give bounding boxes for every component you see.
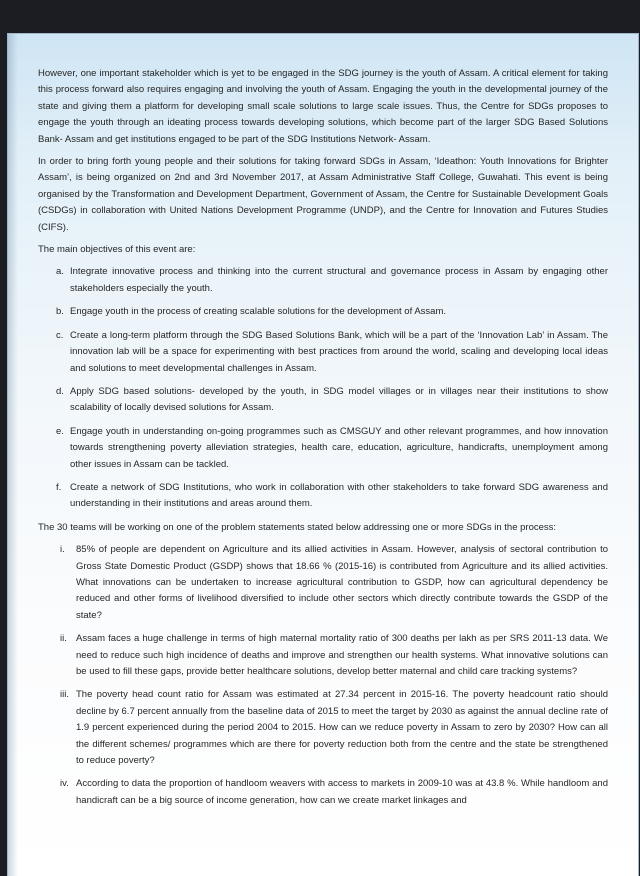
objective-text: Apply SDG based solutions- developed by the youth, in SDG model villages or in villages near their institutions to show scalability of locally devised solutions for Assam.	[70, 385, 608, 414]
list-marker: ii.	[60, 633, 67, 645]
objective-text: Engage youth in the process of creating scalable solutions for the development of Assam.	[70, 306, 447, 318]
problem-text: According to data the proportion of handloom weavers with access to markets in 2009-10 was at 43.8 %. While handloom and handicraft can be a big source of income generation, how can we create market linkages and	[76, 778, 608, 806]
list-marker: c.	[56, 329, 64, 341]
list-marker: e.	[56, 425, 64, 437]
problem-text: The poverty head count ratio for Assam was estimated at 27.34 percent in 2015-16. The poverty headcount ratio should decline by 6.7 percent annually from the baseline data of 2015 to meet the target by 2030 as against the annual decline rate of 1.9 percent experienced during the period 2004 to 2015. How can we reduce poverty in Assam to zero by 2030? How can all the different schemes/ programmes which are there for poverty reduction both from the centre and the state be strengthened to reduce poverty?	[76, 689, 608, 767]
scan-shadow-edge	[8, 34, 18, 876]
problem-text: 85% of people are dependent on Agriculture and its allied activities in Assam. However, analysis of sectoral contribution to Gross State Domestic Product (GSDP) shows that 18.66 % (2015-16) is contributed from Agriculture and its allied activities. What innovations can be undertaken to increase agricultural contribution to GSDP, how can agricultural dependency be reduced and other forms of livelihood diversified to include other sectors which directly contribute towards the GSDP of the state?	[76, 544, 608, 621]
objective-item	[56, 264, 608, 297]
list-marker: i.	[60, 544, 65, 556]
document-body	[38, 66, 608, 816]
intro-paragraph-1: However, one important stakeholder which is yet to be engaged in the SDG journey is the youth of Assam. A critical element for taking this process forward also requires engaging and involving the youth of Assam. Engaging the youth in the developmental journey of the state and giving them a platform for developing small scale solutions to large scale issues. Thus, the Centre for SDGs proposes to engage the youth through an ideating process towards developing solutions, which become part of the larger SDG Based Solutions Bank- Assam and get institutions engaged to be part of the SDG Institutions Network- Assam.	[38, 68, 608, 145]
list-marker: iv.	[60, 778, 69, 790]
list-marker: a.	[56, 266, 64, 278]
problem-item	[60, 631, 608, 680]
problem-text: Assam faces a huge challenge in terms of high maternal mortality ratio of 300 deaths per lakh as per SRS 2011-13 data. We need to reduce such high incidence of deaths and improve and strengthen our health systems. What innovative solutions can be used to fill these gaps, provide better healthcare solutions, develop better maternal and child care tracking systems?	[76, 633, 608, 677]
objective-text: Engage youth in understanding on-going programmes such as CMSGUY and other relevant programmes, and how innovation towards strengthening poverty alleviation strategies, health care, education, agriculture, handicrafts, unemployment among other issues in Assam can be tackled.	[70, 425, 608, 470]
objective-item	[56, 480, 608, 513]
intro-paragraph-2: In order to bring forth young people and their solutions for taking forward SDGs in Assam, ‘Ideathon: Youth Innovations for Brighter Assam’, is being organized on 2nd and 3rd November 2017, at Assam Administrative Staff College, Guwahati. This event is being organised by the Transformation and Development Department, Government of Assam, the Centre for Sustainable Development Goals (CSDGs) in collaboration with United Nations Development Programme (UNDP), and the Centre for Innovation and Futures Studies (CIFS).	[38, 156, 608, 233]
list-marker: b.	[56, 306, 64, 318]
problem-item	[60, 776, 608, 809]
problems-heading: The 30 teams will be working on one of the problem statements stated below addressing one or more SDGs in the process:	[38, 521, 557, 533]
objective-item	[56, 304, 608, 320]
objective-text: Create a long-term platform through the SDG Based Solutions Bank, which will be a part of the ‘Innovation Lab’ in Assam. The innovation lab will be a space for experimenting with best practices from around the world, scaling and developing local ideas and solutions to meet developmental challenges in Assam.	[70, 329, 608, 374]
problem-statements-list	[38, 542, 608, 809]
list-marker: iii.	[60, 689, 69, 701]
objective-item	[56, 328, 608, 377]
objective-text: Create a network of SDG Institutions, who work in collaboration with other stakeholders to take forward SDG awareness and understanding in their institutions and areas around them.	[70, 481, 608, 510]
objectives-list	[38, 264, 608, 512]
objectives-heading: The main objectives of this event are:	[38, 244, 196, 256]
list-marker: f.	[56, 481, 62, 493]
objective-text: Integrate innovative process and thinking into the current structural and governance process in Assam by engaging other stakeholders especially the youth.	[70, 266, 608, 294]
problem-item	[60, 687, 608, 769]
objective-item	[56, 424, 608, 473]
scanned-page	[8, 34, 638, 876]
objective-item	[56, 384, 608, 417]
list-marker: d.	[56, 385, 64, 397]
problem-item	[60, 542, 608, 624]
